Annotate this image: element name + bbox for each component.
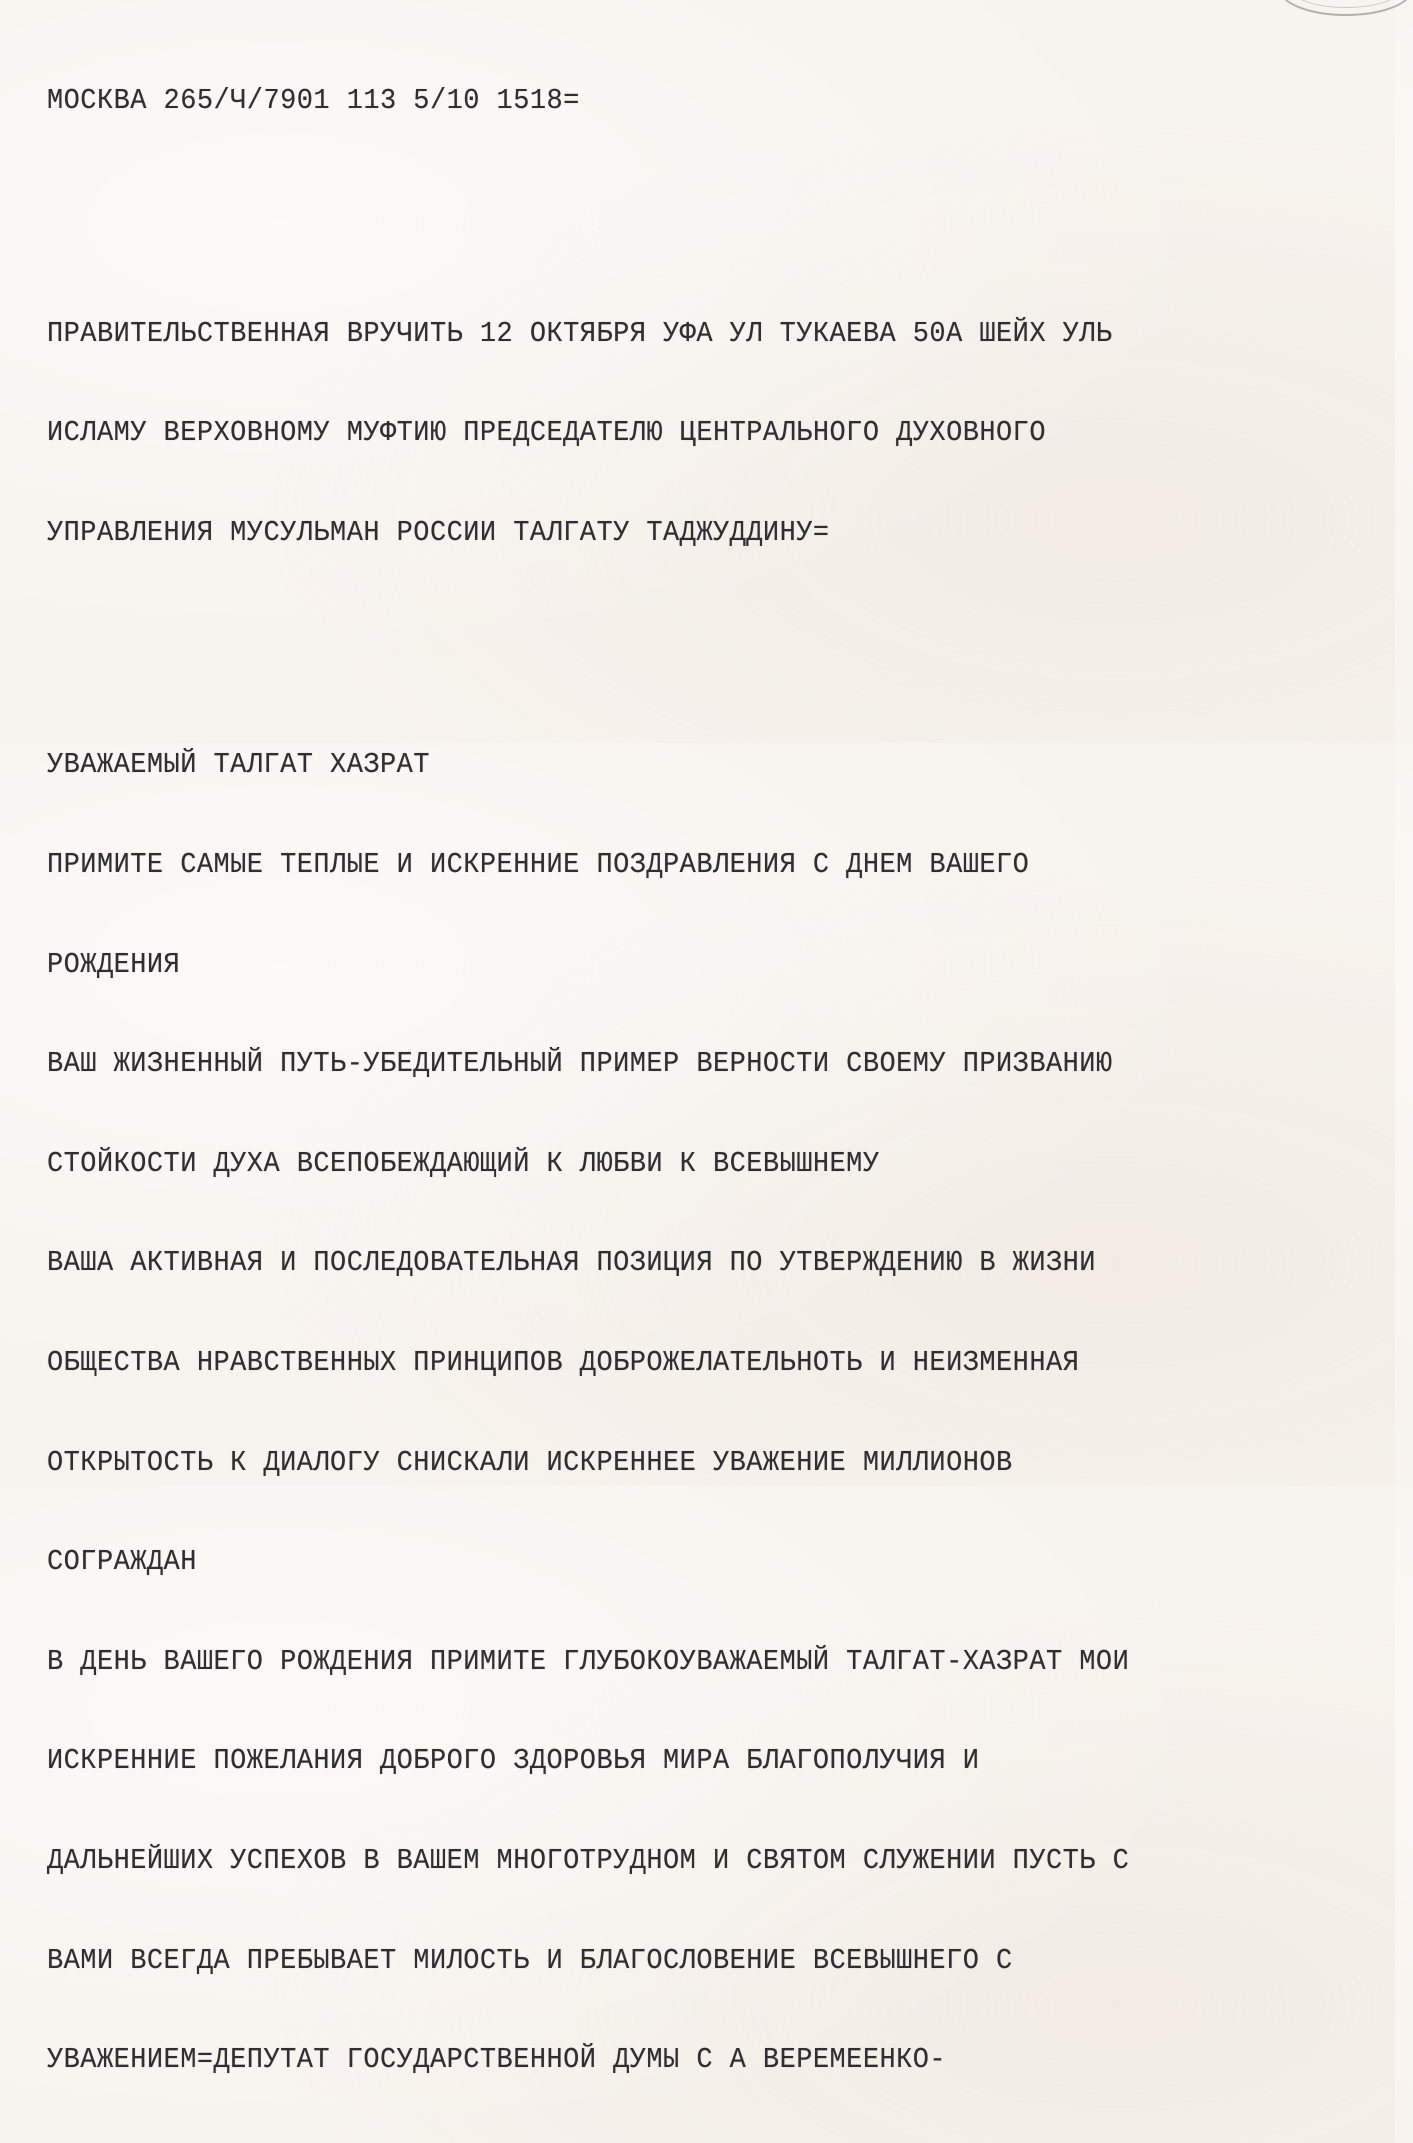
blank-line [47, 184, 1129, 217]
body-line: В ДЕНЬ ВАШЕГО РОЖДЕНИЯ ПРИМИТЕ ГЛУБОКОУВАЖАЕМЫЙ ТАЛГАТ-ХАЗРАТ МОИ [47, 1644, 1130, 1678]
telegram-text [47, 18, 1129, 2143]
signature-line: УВАЖЕНИЕМ=ДЕПУТАТ ГОСУДАРСТВЕННОЙ ДУМЫ С А ВЕРЕМЕЕНКО- [47, 2043, 947, 2077]
stamp-mark-partial [1279, 0, 1413, 16]
body-line: ОБЩЕСТВА НРАВСТВЕННЫХ ПРИНЦИПОВ ДОБРОЖЕЛАТЕЛЬНОТЬ И НЕИЗМЕННАЯ [47, 1345, 1080, 1379]
body-line: ДАЛЬНЕЙШИХ УСПЕХОВ В ВАШЕМ МНОГОТРУДНОМ И СВЯТОМ СЛУЖЕНИИ ПУСТЬ С [47, 1843, 1130, 1877]
body-line: ОТКРЫТОСТЬ К ДИАЛОГУ СНИСКАЛИ ИСКРЕННЕЕ УВАЖЕНИЕ МИЛЛИОНОВ [47, 1445, 1013, 1479]
body-line: ВАМИ ВСЕГДА ПРЕБЫВАЕТ МИЛОСТЬ И БЛАГОСЛОВЕНИЕ ВСЕВЫШНЕГО С [47, 1943, 1013, 1977]
address-line: ИСЛАМУ ВЕРХОВНОМУ МУФТИЮ ПРЕДСЕДАТЕЛЮ ЦЕНТРАЛЬНОГО ДУХОВНОГО [47, 416, 1046, 450]
blank-line [47, 616, 1129, 649]
body-line: ВАША АКТИВНАЯ И ПОСЛЕДОВАТЕЛЬНАЯ ПОЗИЦИЯ ПО УТВЕРЖДЕНИЮ В ЖИЗНИ [47, 1246, 1096, 1280]
greeting-line: УВАЖАЕМЫЙ ТАЛГАТ ХАЗРАТ [47, 748, 430, 782]
body-line: СТОЙКОСТИ ДУХА ВСЕПОБЕЖДАЮЩИЙ К ЛЮБВИ К ВСЕВЫШНЕМУ [47, 1146, 880, 1180]
body-line: ИСКРЕННИЕ ПОЖЕЛАНИЯ ДОБРОГО ЗДОРОВЬЯ МИРА БЛАГОПОЛУЧИЯ И [47, 1744, 980, 1778]
telegram-header-line: МОСКВА 265/Ч/7901 113 5/10 1518= [47, 84, 580, 118]
body-line: ПРИМИТЕ САМЫЕ ТЕПЛЫЕ И ИСКРЕННИЕ ПОЗДРАВЛЕНИЯ С ДНЕМ ВАШЕГО [47, 847, 1030, 881]
address-line: УПРАВЛЕНИЯ МУСУЛЬМАН РОССИИ ТАЛГАТУ ТАДЖУДДИНУ= [47, 515, 830, 549]
address-line: ПРАВИТЕЛЬСТВЕННАЯ ВРУЧИТЬ 12 ОКТЯБРЯ УФА УЛ ТУКАЕВА 50А ШЕЙХ УЛЬ [47, 316, 1113, 350]
body-line: РОЖДЕНИЯ [47, 947, 181, 981]
body-line: ВАШ ЖИЗНЕННЫЙ ПУТЬ-УБЕДИТЕЛЬНЫЙ ПРИМЕР ВЕРНОСТИ СВОЕМУ ПРИЗВАНИЮ [47, 1047, 1113, 1081]
body-line: СОГРАЖДАН [47, 1545, 197, 1579]
